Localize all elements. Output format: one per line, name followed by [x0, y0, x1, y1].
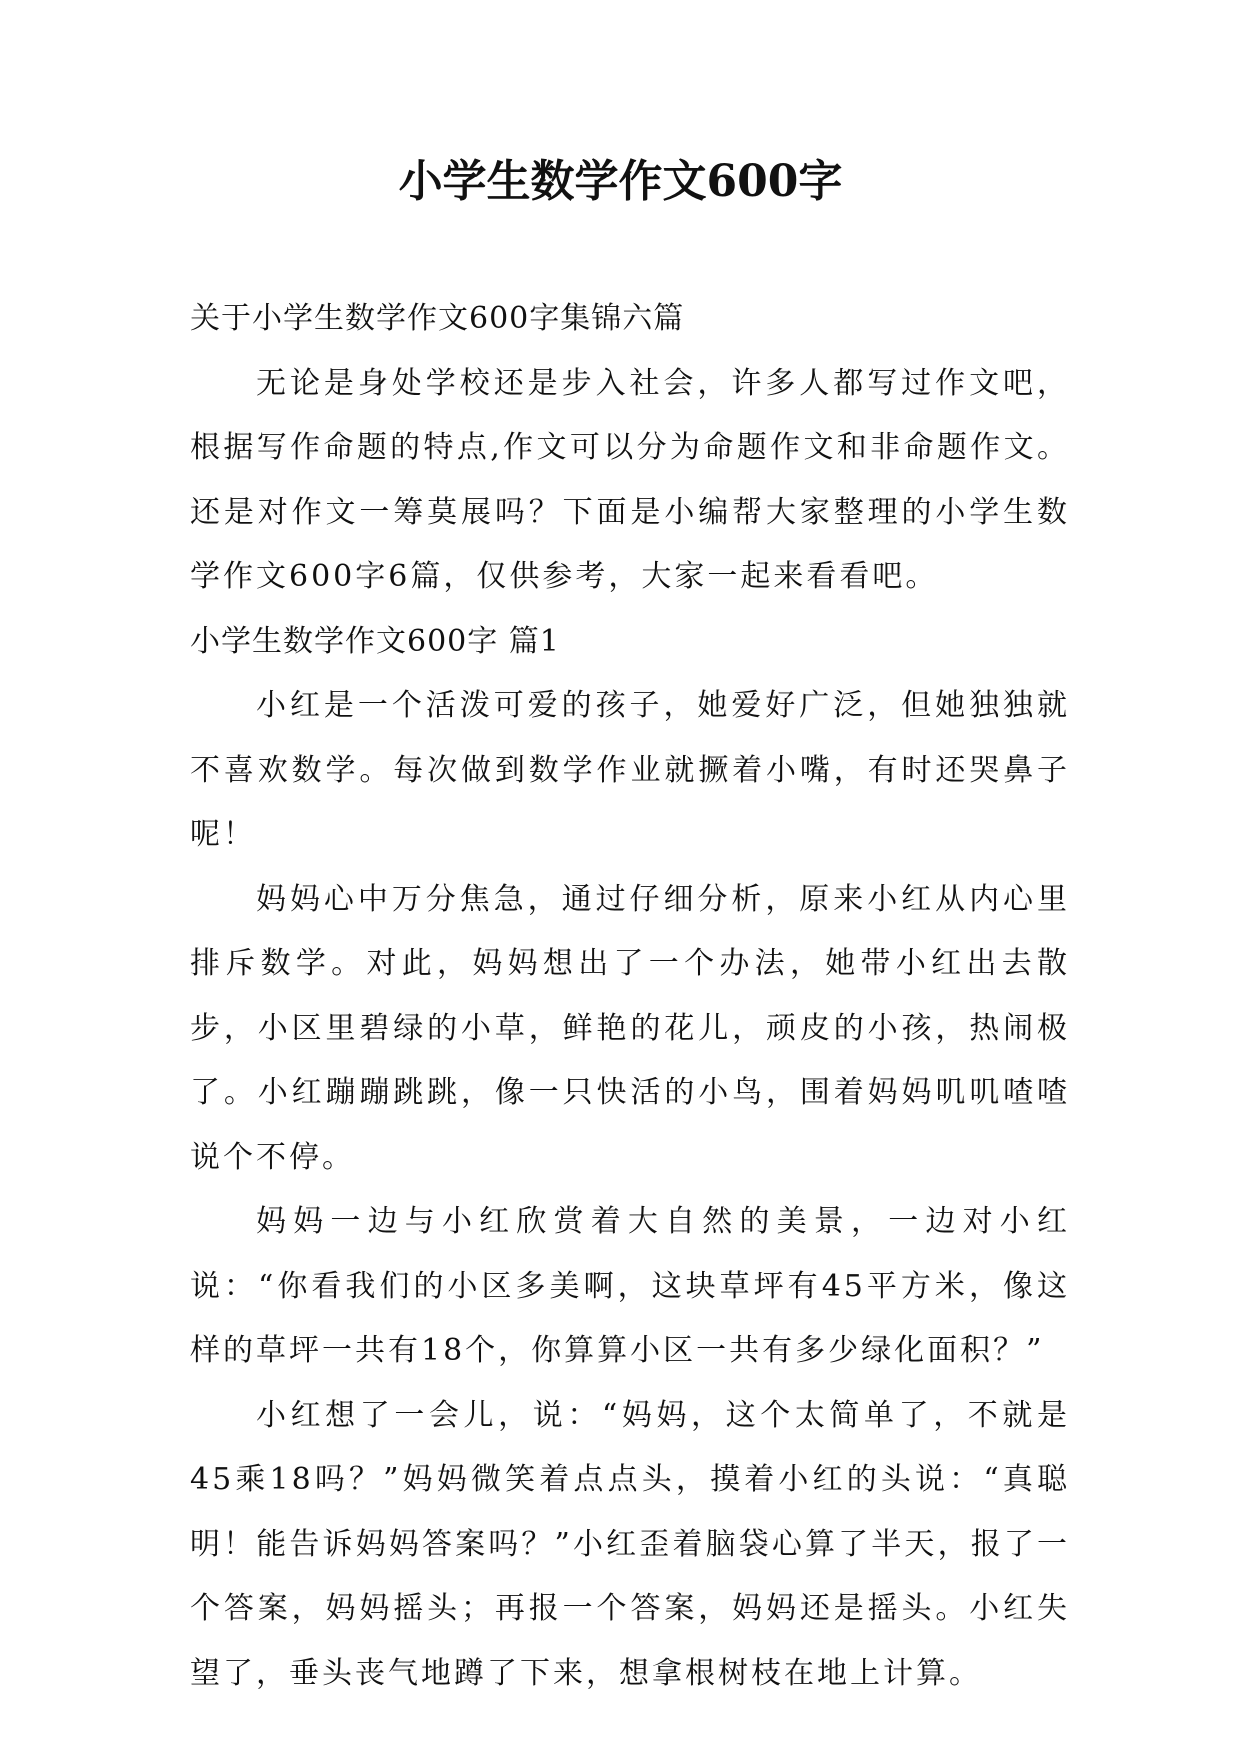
- document-body: [190, 287, 1070, 1706]
- intro-paragraph: 无论是身处学校还是步入社会，许多人都写过作文吧，根据写作命题的特点,作文可以分为命题作文和非命题作文。还是对作文一筹莫展吗？下面是小编帮大家整理的小学生数学作文600字6篇，仅供参考，大家一起来看看吧。: [190, 365, 1070, 594]
- body-paragraph: 小红想了一会儿，说：“妈妈，这个太简单了，不就是45乘18吗？”妈妈微笑着点点头，摸着小红的头说：“真聪明！能告诉妈妈答案吗？”小红歪着脑袋心算了半天，报了一个答案，妈妈摇头；再报一个答案，妈妈还是摇头。小红失望了，垂头丧气地蹲了下来，想拿根树枝在地上计算。: [190, 1397, 1070, 1691]
- body-paragraph: 妈妈心中万分焦急，通过仔细分析，原来小红从内心里排斥数学。对此，妈妈想出了一个办法，她带小红出去散步，小区里碧绿的小草，鲜艳的花儿，顽皮的小孩，热闹极了。小红蹦蹦跳跳，像一只快活的小鸟，围着妈妈叽叽喳喳说个不停。: [190, 881, 1070, 1175]
- document-title: 小学生数学作文600字: [398, 156, 843, 207]
- collection-heading: 关于小学生数学作文600字集锦六篇: [190, 301, 685, 336]
- body-paragraph: 妈妈一边与小红欣赏着大自然的美景，一边对小红说：“你看我们的小区多美啊，这块草坪有45平方米，像这样的草坪一共有18个，你算算小区一共有多少绿化面积？”: [190, 1204, 1070, 1368]
- body-paragraph: 小红是一个活泼可爱的孩子，她爱好广泛，但她独独就不喜欢数学。每次做到数学作业就撅着小嘴，有时还哭鼻子呢！: [190, 688, 1070, 852]
- section-heading: 小学生数学作文600字 篇1: [190, 623, 560, 659]
